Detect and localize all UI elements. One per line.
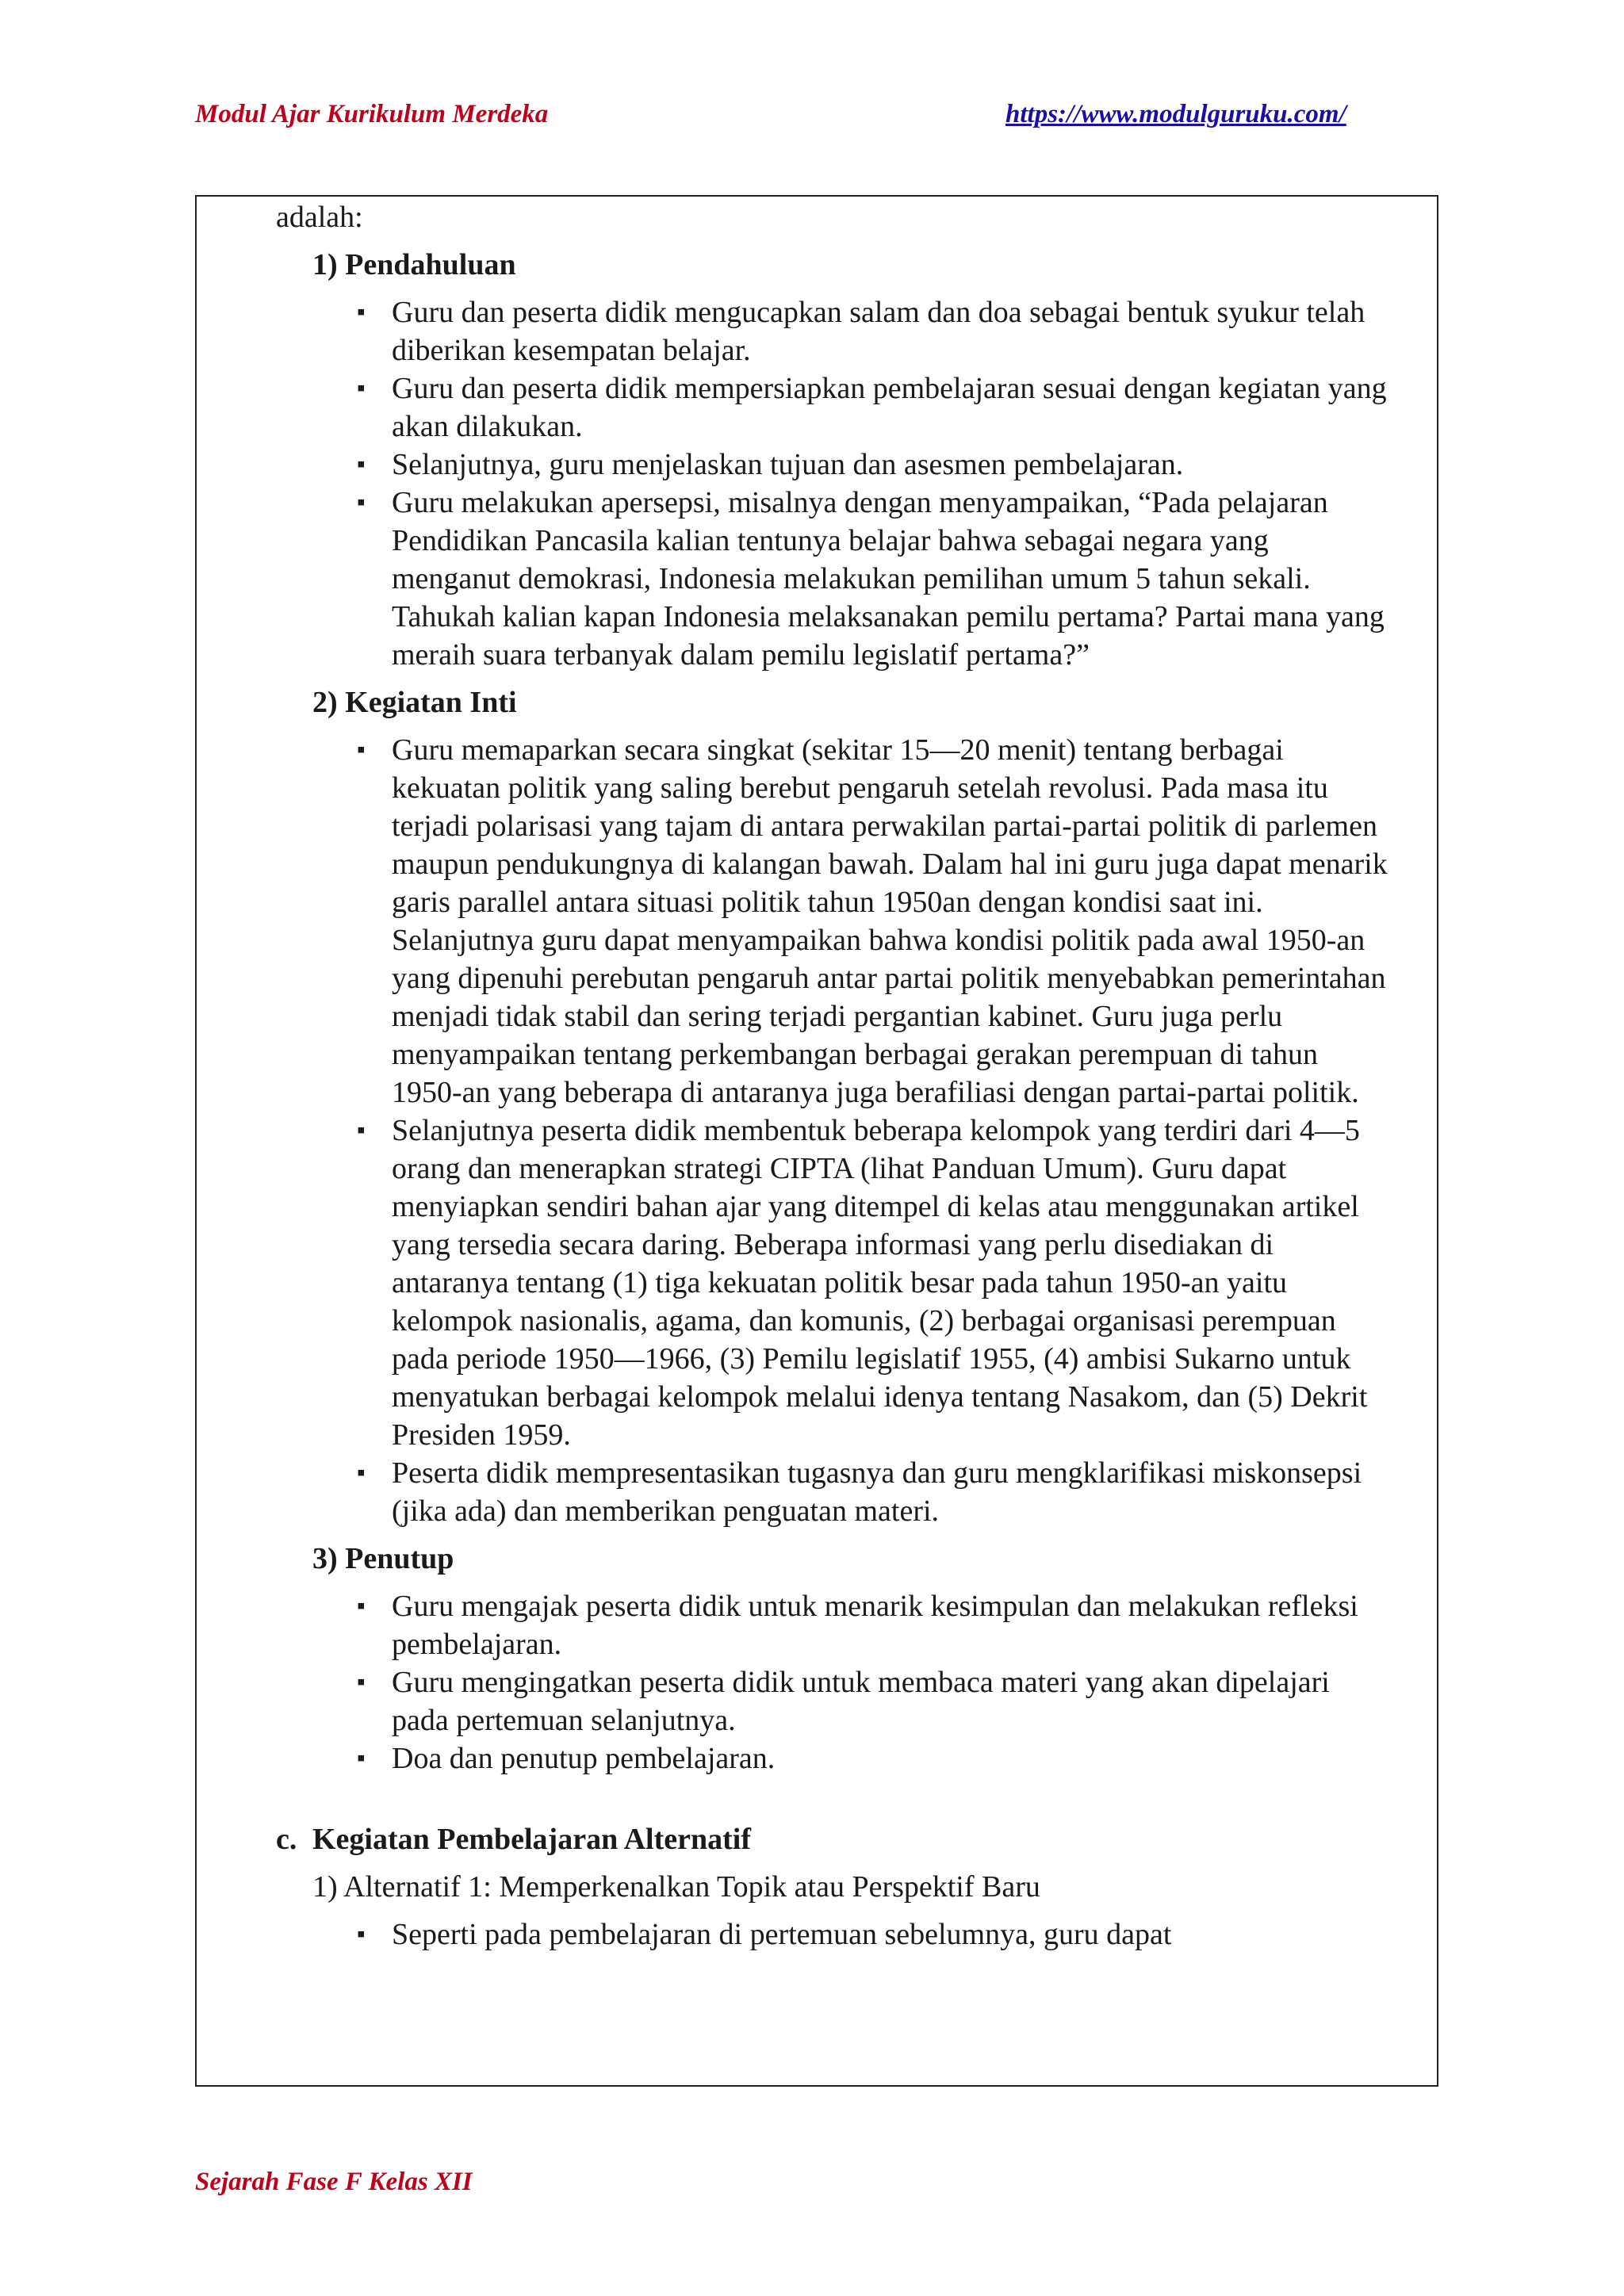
section-c-heading <box>276 1820 1389 1858</box>
list-pendahuluan <box>276 293 1389 674</box>
list-item: ▪ Seperti pada pembelajaran di pertemuan sebelumnya, guru dapat <box>276 1915 1389 1954</box>
section-heading-pendahuluan: 1) Pendahuluan <box>312 248 516 281</box>
content-body <box>276 197 1389 1954</box>
section-heading-kegiatan-inti: 2) Kegiatan Inti <box>312 686 517 719</box>
header-url-link[interactable]: https://www.modulguruku.com/ <box>1005 100 1346 128</box>
list-alternatif <box>276 1915 1389 1954</box>
alternative-1-heading: 1) Alternatif 1: Memperkenalkan Topik atau Perspektif Baru <box>312 1870 1040 1904</box>
lead-text: adalah: <box>276 201 363 234</box>
list-kegiatan-inti <box>276 731 1389 1530</box>
list-penutup <box>276 1587 1389 1777</box>
list-item: ▪ Peserta didik mempresentasikan tugasnya dan guru mengklarifikasi miskonsepsi (jika ada) dan memberikan penguatan materi. <box>276 1454 1389 1530</box>
content-box <box>195 195 1438 2087</box>
footer-text: Sejarah Fase F Kelas XII <box>195 2168 473 2196</box>
section-c-letter: c. <box>276 1823 297 1856</box>
header-left-title: Modul Ajar Kurikulum Merdeka <box>195 100 549 128</box>
section-heading-penutup: 3) Penutup <box>312 1542 454 1575</box>
list-item: ▪ Guru memaparkan secara singkat (sekitar 15—20 menit) tentang berbagai kekuatan politik yang saling berebut pengaruh setelah revolusi. Pada masa itu terjadi polarisasi yang tajam di antara perwakilan partai-partai politik di parlemen maupun pendukungnya di kalangan bawah. Dalam hal ini guru juga dapat menarik garis parallel antara situasi politik tahun 1950an dengan kondisi saat ini. Selanjutnya guru dapat menyampaikan bahwa kondisi politik pada awal 1950-an yang dipenuhi perebutan pengaruh antar partai politik menyebabkan pemerintahan menjadi tidak stabil dan sering terjadi pergantian kabinet. Guru juga perlu menyampaikan tentang perkembangan berbagai gerakan perempuan di tahun 1950-an yang beberapa di antaranya juga berafiliasi dengan partai-partai politik. <box>276 731 1389 1112</box>
list-item: ▪ Guru dan peserta didik mempersiapkan pembelajaran sesuai dengan kegiatan yang akan dilakukan. <box>276 369 1389 446</box>
list-item: ▪ Selanjutnya, guru menjelaskan tujuan dan asesmen pembelajaran. <box>276 446 1389 484</box>
section-c-title: Kegiatan Pembelajaran Alternatif <box>312 1823 752 1856</box>
list-item: ▪ Doa dan penutup pembelajaran. <box>276 1739 1389 1777</box>
list-item: ▪ Guru melakukan apersepsi, misalnya dengan menyampaikan, “Pada pelajaran Pendidikan Pancasila kalian tentunya belajar bahwa sebagai negara yang menganut demokrasi, Indonesia melakukan pemilihan umum 5 tahun sekali. Tahukah kalian kapan Indonesia melaksanakan pemilu pertama? Partai mana yang meraih suara terbanyak dalam pemilu legislatif pertama?” <box>276 484 1389 674</box>
list-item: ▪ Selanjutnya peserta didik membentuk beberapa kelompok yang terdiri dari 4—5 orang dan menerapkan strategi CIPTA (lihat Panduan Umum). Guru dapat menyiapkan sendiri bahan ajar yang ditempel di kelas atau menggunakan artikel yang tersedia secara daring. Beberapa informasi yang perlu disediakan di antaranya tentang (1) tiga kekuatan politik besar pada tahun 1950-an yaitu kelompok nasionalis, agama, dan komunis, (2) berbagai organisasi perempuan pada periode 1950—1966, (3) Pemilu legislatif 1955, (4) ambisi Sukarno untuk menyatukan berbagai kelompok melalui idenya tentang Nasakom, dan (5) Dekrit Presiden 1959. <box>276 1112 1389 1454</box>
list-item: ▪ Guru dan peserta didik mengucapkan salam dan doa sebagai bentuk syukur telah diberikan kesempatan belajar. <box>276 293 1389 369</box>
list-item: ▪ Guru mengingatkan peserta didik untuk membaca materi yang akan dipelajari pada pertemuan selanjutnya. <box>276 1663 1389 1739</box>
list-item: ▪ Guru mengajak peserta didik untuk menarik kesimpulan dan melakukan refleksi pembelajaran. <box>276 1587 1389 1663</box>
